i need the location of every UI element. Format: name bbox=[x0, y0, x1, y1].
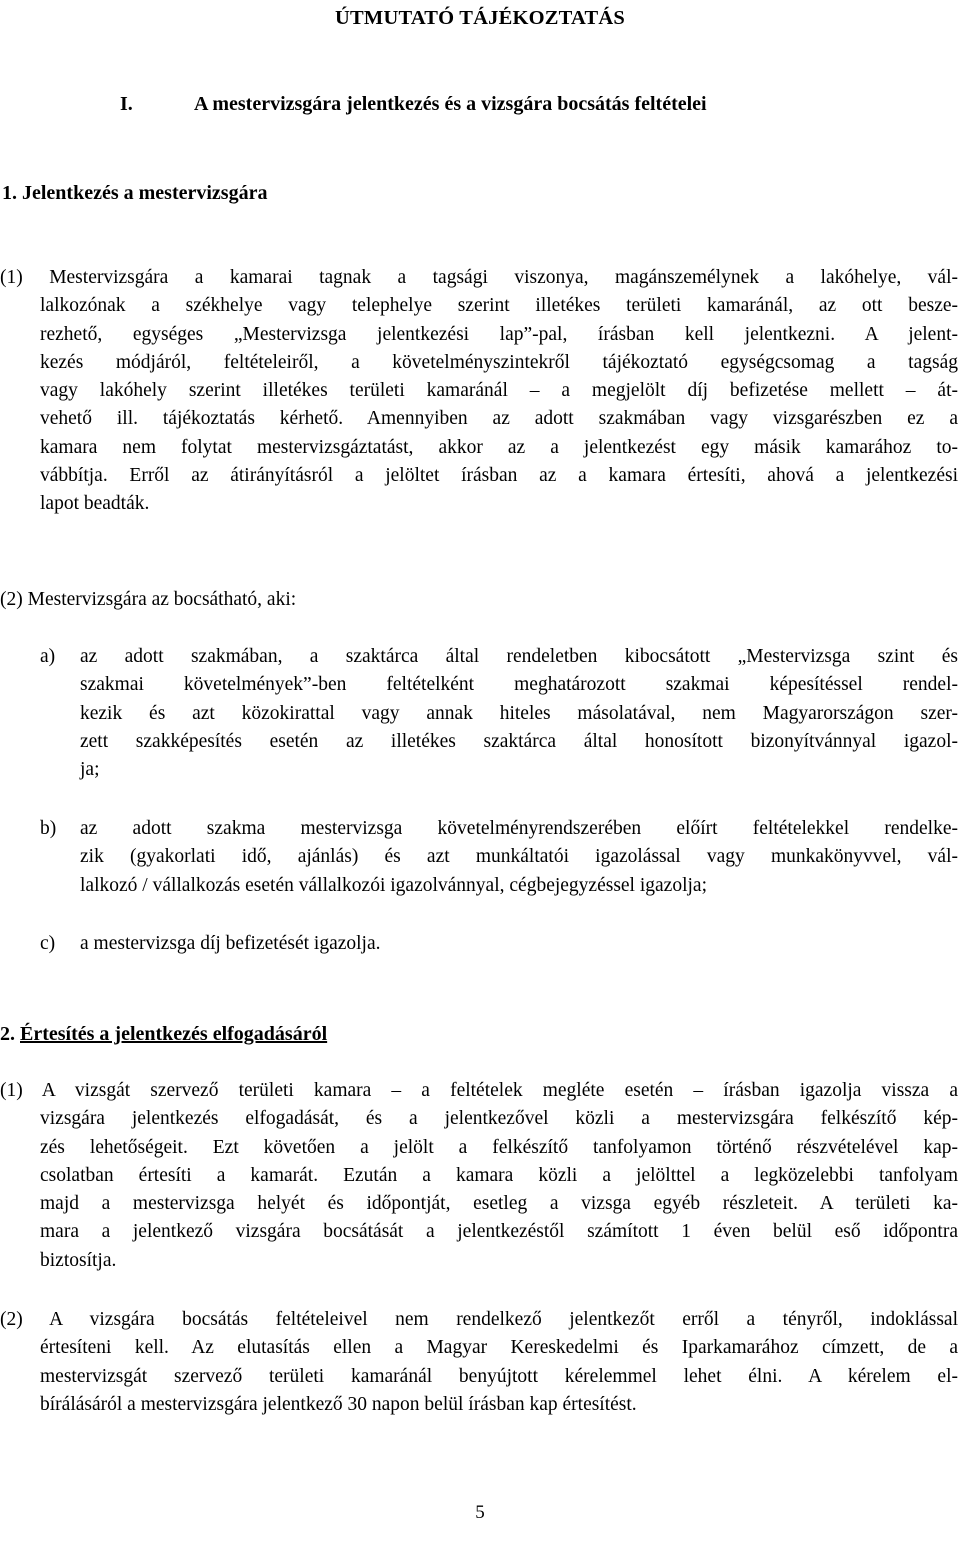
sub1-paragraph-2-intro: (2) Mestervizsgára az bocsátható, aki: bbox=[0, 589, 297, 610]
section-heading bbox=[120, 90, 707, 118]
list-item-body bbox=[80, 643, 958, 784]
subsection-2-title: Értesítés a jelentkezés elfogadásáról bbox=[20, 1023, 328, 1045]
document-title: ÚTMUTATÓ TÁJÉKOZTATÁS bbox=[335, 7, 625, 29]
list-item-line: zik (gyakorlati idő, ajánlás) és azt munkáltatói igazolással vagy munkakönyvvel, vál- bbox=[80, 846, 958, 868]
list-item-line: zett szakképesítés esetén az illetékes szaktárca által honosított bizonyítvánnyal igazol- bbox=[80, 730, 958, 752]
paragraph-line: (1) A vizsgát szervező területi kamara – a feltételek megléte esetén – írásban igazolja vissza a bbox=[0, 1080, 958, 1101]
paragraph-line: vehető ill. tájékoztatás kérhető. Amennyiben az adott szakmában vagy vizsgarészben ez a bbox=[40, 408, 958, 430]
subsection-1-heading: 1. Jelentkezés a mestervizsgára bbox=[2, 182, 268, 204]
paragraph-line: kamara nem folytat mestervizsgáztatást, akkor az a jelentkezést egy másik kamarához to- bbox=[40, 436, 958, 458]
list-item-body bbox=[80, 930, 958, 958]
paragraph-line: majd a mestervizsga helyét és időpontját, esetleg a vizsga egyéb részleteit. A területi ka- bbox=[40, 1193, 958, 1215]
list-item-line: ja; bbox=[80, 759, 100, 781]
paragraph-line: biztosítja. bbox=[40, 1249, 117, 1271]
list-item-line: a mestervizsga díj befizetését igazolja. bbox=[80, 933, 381, 954]
list-item-a bbox=[40, 643, 958, 793]
paragraph-line: kezés módjáról, feltételeiről, a követelményszintekről tájékoztató egységcsomag a tagság bbox=[40, 351, 958, 373]
paragraph-line: vábbítja. Erről az átirányításról a jelöltet írásban az a kamara értesíti, ahová a jelentkezési bbox=[40, 465, 958, 487]
list-item-body bbox=[80, 815, 958, 900]
paragraph-line: (1) Mestervizsgára a kamarai tagnak a tagsági viszonya, magánszemélynek a lakóhelye, vál- bbox=[0, 267, 958, 288]
paragraph-line: zés lehetőségeit. Ezt követően a jelölt a felkészítő tanfolyamon történő részvételével kap- bbox=[40, 1136, 958, 1158]
section-title: A mestervizsgára jelentkezés és a vizsgára bocsátás feltételei bbox=[194, 93, 707, 115]
paragraph-line: értesíteni kell. Az elutasítás ellen a Magyar Kereskedelmi és Iparkamarához címzett, de a bbox=[40, 1337, 958, 1359]
paragraph-line: lalkozónak a székhelye vagy telephelye szerint illetékes területi kamaránál, az ott besze- bbox=[40, 295, 958, 317]
list-item-label: a) bbox=[40, 646, 56, 667]
paragraph-line: (2) A vizsgára bocsátás feltételeivel nem rendelkező jelentkezőt erről a tényről, indoklással bbox=[0, 1309, 958, 1330]
paragraph-line: csolatban értesíti a kamarát. Ezután a kamara közli a jelölttel a legközelebbi tanfolyam bbox=[40, 1164, 958, 1186]
section-number: I. bbox=[120, 93, 133, 115]
paragraph-line: mestervizsgát szervező területi kamaránál benyújtott kérelemmel lehet élni. A kérelem el- bbox=[40, 1365, 958, 1387]
list-item-line: lalkozó / vállalkozás esetén vállalkozói igazolvánnyal, cégbejegyzéssel igazolja; bbox=[80, 874, 707, 896]
sub2-paragraph-1 bbox=[0, 1077, 958, 1275]
paragraph-line: rezhető, egységes „Mestervizsga jelentkezési lap”-pal, írásban kell jelentkezni. A jelent- bbox=[40, 323, 958, 345]
list-item-line: kezik és azt közokirattal vagy annak hiteles másolatával, nem Magyarországon szer- bbox=[80, 702, 958, 724]
sub1-paragraph-1 bbox=[0, 264, 958, 519]
list-item-line: az adott szakma mestervizsga követelményrendszerében előírt feltételekkel rendelke- bbox=[80, 818, 958, 839]
subsection-2-heading bbox=[0, 1020, 327, 1048]
paragraph-line: vizsgára jelentkezés elfogadását, és a jelentkezővel közli a mestervizsgára felkészítő kép- bbox=[40, 1108, 958, 1130]
list-item-label: c) bbox=[40, 933, 56, 954]
paragraph-line: mara a jelentkező vizsgára bocsátását a jelentkezéstől számított 1 éven belül eső időpontra bbox=[40, 1221, 958, 1243]
list-item-line: szakmai követelmények”-ben feltételként meghatározott szakmai képesítéssel rendel- bbox=[80, 674, 958, 696]
list-item-b bbox=[40, 815, 958, 905]
list-item-line: az adott szakmában, a szaktárca által rendeletben kibocsátott „Mestervizsga szint és bbox=[80, 646, 958, 667]
subsection-2-number: 2. bbox=[0, 1023, 15, 1045]
paragraph-line: bírálásáról a mestervizsgára jelentkező 30 napon belül írásban kap értesítést. bbox=[40, 1393, 637, 1415]
sub2-paragraph-2 bbox=[0, 1306, 958, 1419]
list-item-label: b) bbox=[40, 818, 57, 839]
page-number: 5 bbox=[475, 1502, 485, 1523]
paragraph-line: vagy lakóhely szerint illetékes területi kamaránál – a megjelölt díj befizetése mellett – át- bbox=[40, 380, 958, 402]
list-item-c bbox=[40, 930, 958, 960]
paragraph-line: lapot beadták. bbox=[40, 493, 150, 515]
